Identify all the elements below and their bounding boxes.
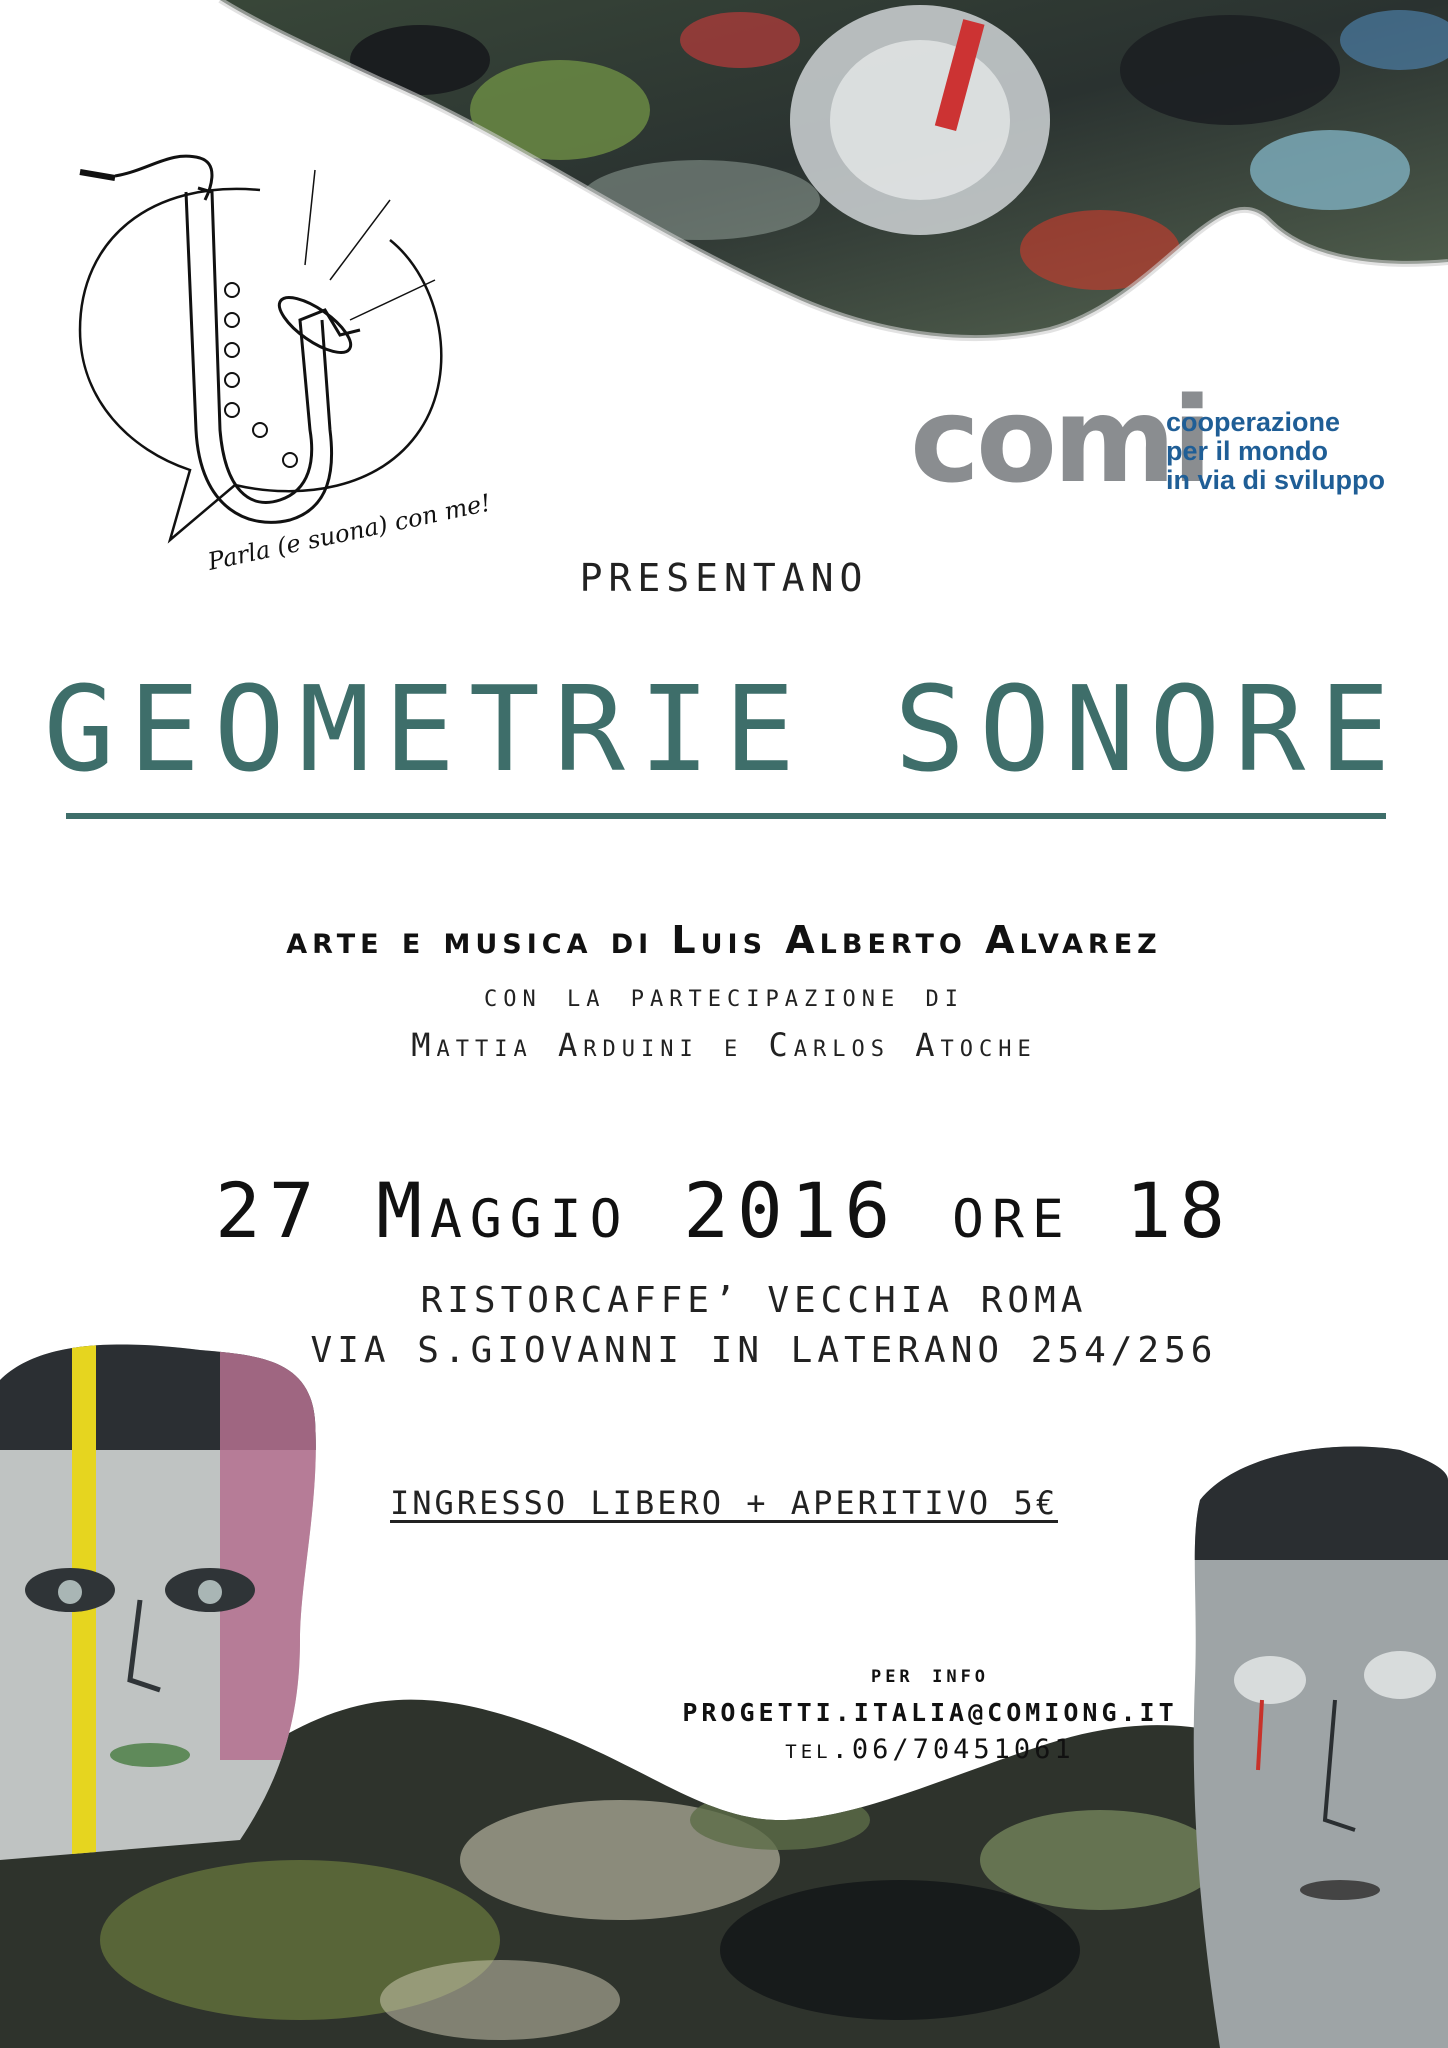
info-phone[interactable]: tel.06/70451061 bbox=[785, 1734, 1075, 1765]
venue-address: VIA S.GIOVANNI IN LATERANO 254/256 bbox=[310, 1330, 1218, 1371]
comi-logo bbox=[910, 371, 1410, 510]
presentano-heading: PRESENTANO bbox=[579, 556, 869, 600]
entry-info-text: INGRESSO LIBERO + APERITIVO 5€ bbox=[390, 1484, 1058, 1522]
saxophone-logo bbox=[60, 130, 500, 590]
event-title: GEOMETRIE SONORE bbox=[43, 660, 1405, 798]
entry-info bbox=[0, 1484, 1448, 1522]
venue-name: RISTORCAFFE’ VECCHIA ROMA bbox=[420, 1280, 1088, 1321]
comi-logo-word: comi bbox=[910, 371, 1209, 509]
artist-line: arte e musica di Luis Alberto Alvarez bbox=[286, 918, 1162, 962]
participation-intro: con la partecipazione di bbox=[484, 976, 964, 1014]
info-label: per info bbox=[870, 1660, 990, 1688]
comi-tagline-line: per il mondo bbox=[1166, 436, 1328, 466]
comi-logo-tagline bbox=[1166, 408, 1385, 495]
sax-logo-tagline: Parla (e suona) con me! bbox=[205, 488, 494, 576]
comi-tagline-line: cooperazione bbox=[1166, 407, 1341, 437]
event-date: 27 Maggio 2016 ore 18 bbox=[214, 1166, 1234, 1255]
info-email[interactable]: PROGETTI.ITALIA@COMIONG.IT bbox=[682, 1698, 1178, 1727]
comi-tagline-line: in via di sviluppo bbox=[1166, 465, 1386, 495]
participation-names: Mattia Arduini e Carlos Atoche bbox=[411, 1026, 1037, 1064]
title-underline bbox=[66, 813, 1386, 819]
